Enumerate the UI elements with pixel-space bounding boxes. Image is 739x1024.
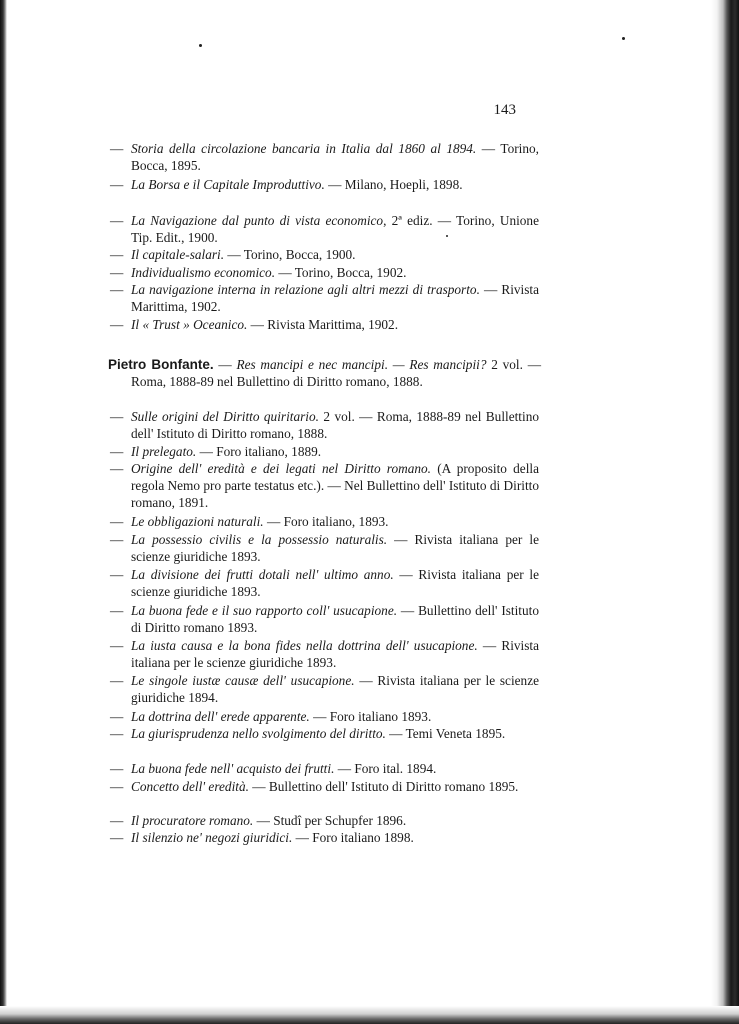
entry-title: La dottrina dell' erede apparente.	[131, 709, 310, 724]
entry-title: La iusta causa e la bona fides nella dottrina dell' usucapione.	[131, 638, 478, 653]
entry-dash: —	[110, 177, 124, 192]
bibliography-entry	[110, 778, 539, 795]
bottom-page-edge	[0, 1006, 739, 1024]
bibliography-entry	[110, 602, 539, 636]
entry-title: Individualismo economico.	[131, 265, 276, 280]
entry-dash: —	[110, 444, 124, 459]
entry-title: Il prelegato.	[131, 444, 197, 459]
bibliography-entry	[110, 513, 539, 530]
bibliography-entry	[110, 443, 539, 460]
entry-dash: —	[110, 603, 124, 618]
entry-publication: — Torino, Bocca, 1895.	[131, 141, 539, 173]
entry-dash: —	[110, 247, 124, 262]
entry-publication: — Rivista italiana per le scienze giuridiche 1893.	[131, 638, 539, 670]
bibliography-entry	[110, 246, 539, 263]
entry-title: La Borsa e il Capitale Improduttivo.	[131, 177, 325, 192]
entry-dash: —	[110, 813, 124, 828]
entry-title: Sulle origini del Diritto quiritario.	[131, 409, 319, 424]
entry-dash: —	[110, 514, 124, 529]
entry-dash: —	[110, 709, 124, 724]
bibliography-entry	[110, 760, 539, 777]
entry-title: La Navigazione dal punto di vista economico	[131, 213, 384, 228]
bibliography-entry	[110, 566, 539, 600]
entry-publication: — Bullettino dell' Istituto di Diritto romano 1895.	[248, 779, 519, 794]
entry-publication: — Foro ital. 1894.	[334, 761, 437, 776]
entry-title: La buona fede e il suo rapporto coll' usucapione.	[131, 603, 398, 618]
bibliography-entry	[110, 264, 539, 281]
entry-title: Origine dell' eredità e dei legati nel Diritto romano.	[131, 461, 432, 476]
bibliography-entry	[110, 708, 539, 725]
entry-dash: —	[110, 567, 124, 582]
entry-dash: —	[110, 532, 124, 547]
entry-publication: — Rivista italiana per le scienze giuridiche 1893.	[131, 567, 539, 599]
entry-title: Il « Trust » Oceanico.	[131, 317, 248, 332]
entry-dash: —	[110, 141, 124, 156]
bibliography-entry	[110, 725, 539, 742]
entry-publication: 2 vol. — Roma, 1888-89 nel Bullettino dell' Istituto di Diritto romano, 1888.	[131, 409, 539, 441]
entry-publication: — Foro italiano, 1889.	[196, 444, 322, 459]
entry-publication: — Rivista italiana per le scienze giuridiche 1893.	[131, 532, 539, 564]
entry-publication: — Torino, Bocca, 1900.	[224, 247, 356, 262]
entry-title: Il procuratore romano.	[131, 813, 254, 828]
entry-publication: — Studî per Schupfer 1896.	[253, 813, 407, 828]
author-name: Pietro Bonfante.	[108, 357, 214, 372]
entry-publication: — Foro italiano 1893.	[309, 709, 432, 724]
entry-title: Le obbligazioni naturali.	[131, 514, 264, 529]
bibliography-entry	[110, 672, 539, 706]
bibliography-entry	[110, 408, 539, 442]
entry-title: La giurisprudenza nello svolgimento del diritto.	[131, 726, 386, 741]
entry-dash: —	[110, 638, 124, 653]
entry-dash: —	[110, 726, 124, 741]
bibliography-entry	[110, 812, 539, 829]
bibliography-entry	[110, 460, 539, 511]
bibliography-entry	[110, 281, 539, 315]
entry-title: Res mancipi e nec mancipi. — Res mancipii?	[236, 357, 487, 372]
entry-title: La possessio civilis e la possessio naturalis.	[131, 532, 388, 547]
bibliography-entry	[110, 176, 539, 193]
entry-publication: — Rivista italiana per le scienze giuridiche 1894.	[131, 673, 539, 705]
bibliography-entry	[110, 531, 539, 565]
entry-title: La buona fede nell' acquisto dei frutti.	[131, 761, 335, 776]
entry-title: Il silenzio ne' negozi giuridici.	[131, 830, 293, 845]
entry-dash: —	[110, 213, 124, 228]
entry-publication: (A proposito della regola Nemo pro parte testatus etc.). — Nel Bullettino dell' Istituto di Diritto romano, 1891.	[131, 461, 539, 510]
bibliography-entry	[110, 829, 539, 846]
entry-publication: — Foro italiano, 1893.	[263, 514, 389, 529]
bibliography-entry	[110, 140, 539, 174]
entry-dash: —	[110, 779, 124, 794]
entry-dash: —	[110, 761, 124, 776]
entry-dash: —	[110, 830, 124, 845]
entry-publication: — Rivista Marittima, 1902.	[247, 317, 399, 332]
entry-title: Le singole iustæ causæ dell' usucapione.	[131, 673, 355, 688]
page-number: 143	[493, 102, 516, 118]
right-page-edge	[711, 0, 739, 1024]
left-page-edge	[0, 0, 7, 1024]
author-separator: —	[213, 357, 237, 372]
entry-publication: — Rivista Marittima, 1902.	[131, 282, 539, 314]
bibliography-entry	[110, 316, 539, 333]
entry-dash: —	[110, 317, 124, 332]
bibliography-entry	[110, 212, 539, 246]
entry-publication: — Foro italiano 1898.	[292, 830, 414, 845]
entry-dash: —	[110, 409, 124, 424]
ink-speck	[622, 37, 625, 40]
entry-dash: —	[110, 265, 124, 280]
entry-publication: — Torino, Bocca, 1902.	[275, 265, 407, 280]
entry-title: Storia della circolazione bancaria in Italia dal 1860 al 1894.	[131, 141, 477, 156]
entry-publication: — Milano, Hoepli, 1898.	[324, 177, 463, 192]
bibliography-entry	[110, 637, 539, 671]
entry-publication: — Bullettino dell' Istituto di Diritto romano 1893.	[131, 603, 539, 635]
entry-dash: —	[110, 282, 124, 297]
entry-publication: — Temi Veneta 1895.	[385, 726, 506, 741]
entry-title: Concetto dell' eredità.	[131, 779, 249, 794]
entry-title: La divisione dei frutti dotali nell' ultimo anno.	[131, 567, 394, 582]
ink-speck	[199, 44, 202, 47]
entry-dash: —	[110, 673, 124, 688]
entry-publication: 2 vol. — Roma, 1888-89 nel Bullettino di Diritto romano, 1888.	[131, 357, 541, 389]
entry-publication: , 2ª ediz. — Torino, Unione Tip. Edit., 1900.	[131, 213, 539, 245]
entry-title: La navigazione interna in relazione agli altri mezzi di trasporto.	[131, 282, 480, 297]
entry-title: Il capitale-salari.	[131, 247, 225, 262]
author-entry	[108, 356, 541, 390]
entry-dash: —	[110, 461, 124, 476]
